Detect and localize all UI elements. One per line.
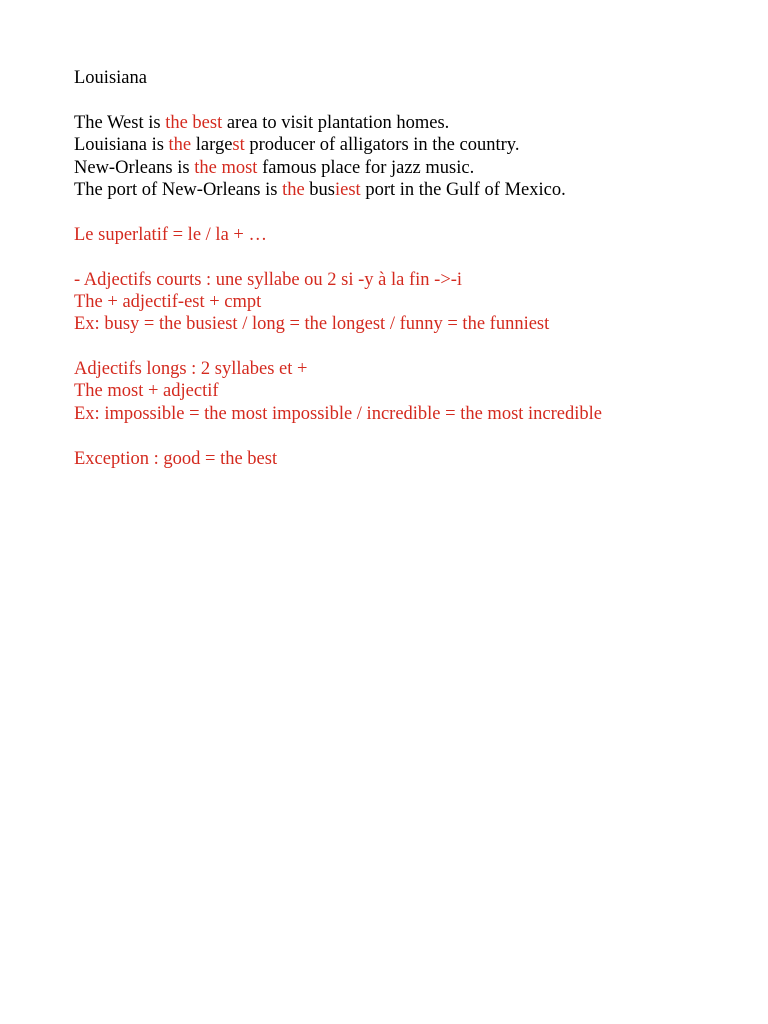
sentence-text: area to visit plantation homes.	[222, 112, 450, 133]
short-adjectives-formula: The + adjectif-est + cmpt	[74, 291, 262, 312]
long-adjectives-example: Ex: impossible = the most impossible / incredible = the most incredible	[74, 403, 602, 424]
long-adjectives-heading: Adjectifs longs : 2 syllabes et +	[74, 359, 308, 380]
document-title: Louisiana	[74, 68, 147, 88]
sentence-1	[74, 112, 734, 134]
sentence-text: producer of alligators in the country.	[244, 135, 520, 156]
sentence-2	[74, 134, 734, 156]
sentence-text: famous place for jazz music.	[257, 157, 475, 178]
sentence-text: port in the Gulf of Mexico.	[360, 179, 566, 200]
document-page	[74, 67, 734, 470]
superlative-highlight: the best	[165, 112, 223, 133]
sentence-3	[74, 157, 734, 179]
sentence-text: Louisiana is	[74, 135, 169, 156]
superlative-suffix: iest	[335, 179, 361, 200]
superlative-highlight: the	[168, 135, 192, 156]
superlative-highlight: the most	[194, 157, 258, 178]
blank-line	[74, 425, 734, 447]
sentence-4	[74, 179, 734, 201]
rule-title: Le superlatif = le / la + …	[74, 224, 267, 245]
blank-line	[74, 246, 734, 268]
sentence-text: large	[191, 135, 233, 156]
short-adjectives-example: Ex: busy = the busiest / long = the longest / funny = the funniest	[74, 314, 550, 335]
sentence-text: The port of New-Orleans is	[74, 179, 283, 200]
sentence-text: New-Orleans is	[74, 157, 195, 178]
blank-line	[74, 336, 734, 358]
superlative-suffix: st	[232, 135, 245, 156]
sentence-text: The West is	[74, 112, 166, 133]
blank-line	[74, 89, 734, 111]
short-adjectives-heading: - Adjectifs courts : une syllabe ou 2 si -y à la fin ->-i	[74, 269, 463, 290]
blank-line	[74, 201, 734, 223]
exception-line: Exception : good = the best	[74, 448, 278, 469]
long-adjectives-formula: The most + adjectif	[74, 381, 219, 402]
superlative-highlight: the	[282, 179, 305, 200]
sentence-text: bus	[304, 179, 335, 200]
